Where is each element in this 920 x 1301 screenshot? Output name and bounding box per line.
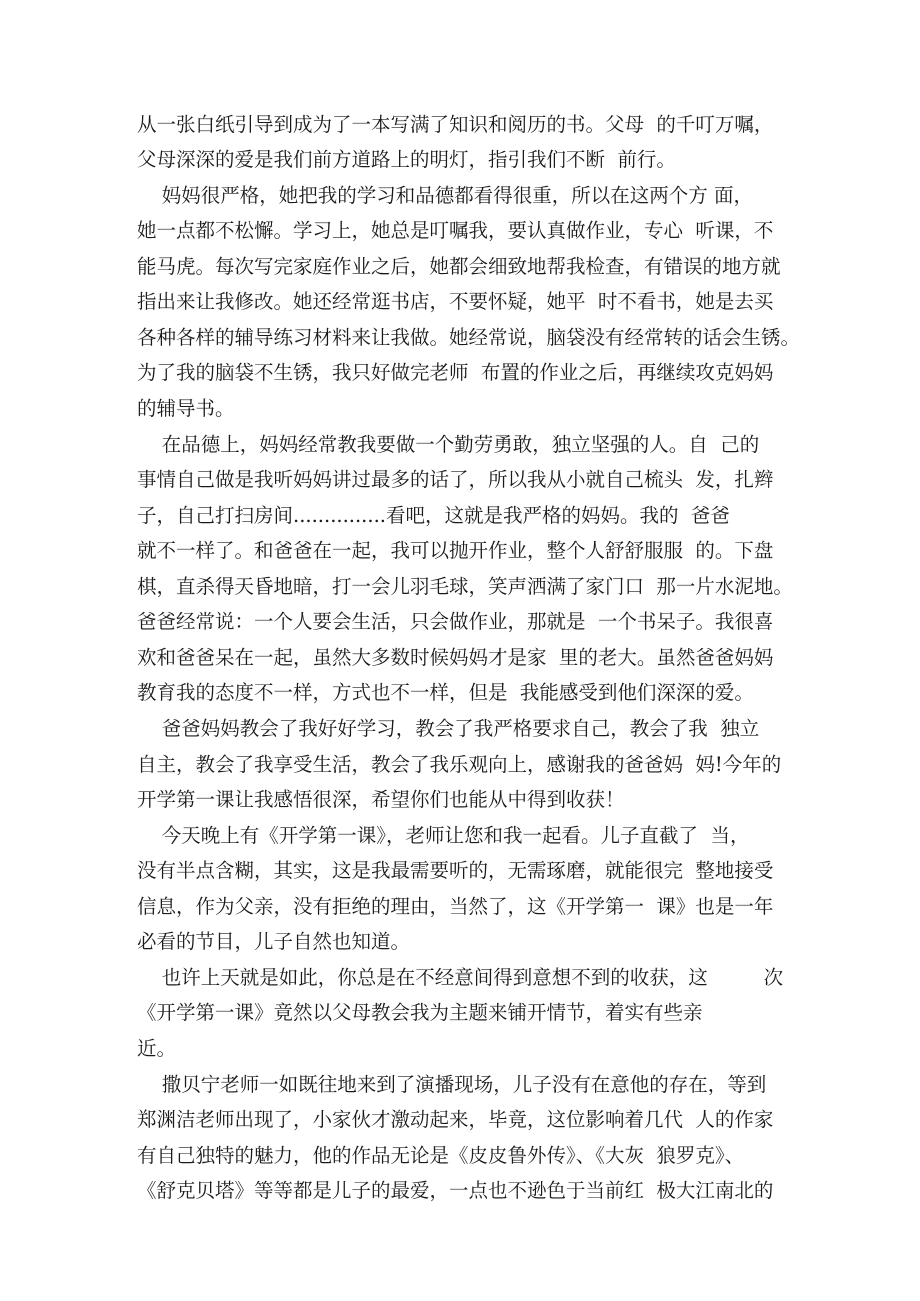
text-line: 自主，教会了我享受生活，教会了我乐观向上，感谢我的爸爸妈 妈!今年的 [137, 753, 782, 776]
text-line: 没有半点含糊，其实，这是我最需要听的，无需琢磨，就能很完 整地接受 [137, 859, 774, 882]
text-line: 近。 [137, 1037, 177, 1060]
text-line: 妈妈很严格，她把我的学习和品德都看得很重，所以在这两个方 面， [137, 184, 753, 207]
text-line: 从一张白纸引导到成为了一本写满了知识和阅历的书。父母 的千叮万嘱， [137, 113, 774, 136]
text-line: 在品德上，妈妈经常教我要做一个勤劳勇敢，独立坚强的人。自 己的 [137, 433, 760, 456]
text-line: 今天晚上有《开学第一课》，老师让您和我一起看。儿子直截了 当， [137, 824, 750, 847]
text-line: 能马虎。每次写完家庭作业之后，她都会细致地帮我检查，有错误的地方就 [137, 255, 781, 278]
text-line: 有自己独特的魅力，他的作品无论是《皮皮鲁外传》、《大灰 狼罗克》、 [137, 1144, 745, 1167]
text-line: 《开学第一课》竟然以父母教会我为主题来铺开情节，着实有些亲 [137, 1001, 703, 1024]
text-line: 的辅导书。 [137, 397, 235, 420]
text-line: 指出来让我修改。她还经常逛书店，不要怀疑，她平 时不看书，她是去买 [137, 290, 774, 313]
text-line: 撒贝宁老师一如既往地来到了演播现场，儿子没有在意他的存在，等到 [137, 1073, 767, 1096]
text-line: 教育我的态度不一样，方式也不一样，但是 我能感受到他们深深的爱。 [137, 681, 754, 704]
text-line: 开学第一课让我感悟很深，希望你们也能从中得到收获！ [137, 788, 625, 811]
text-line: 爸爸妈妈教会了我好好学习，教会了我严格要求自己，教会了我 独立 [137, 717, 760, 740]
text-line: 事情自己做是我听妈妈讲过最多的话了，所以我从小就自己梳头 发，扎辫 [137, 468, 774, 491]
text-line: 父母深深的爱是我们前方道路上的明灯，指引我们不断 前行。 [137, 148, 676, 171]
text-line: 她一点都不松懈。学习上，她总是叮嘱我，要认真做作业，专心 听课，不 [137, 219, 774, 242]
text-line: 棋，直杀得天昏地暗，打一会儿羽毛球，笑声洒满了家门口 那一片水泥地。 [137, 575, 793, 598]
text-line: 郑渊洁老师出现了，小家伙才激动起来，毕竟，这位影响着几代 人的作家 [137, 1108, 774, 1131]
text-line: 欢和爸爸呆在一起，虽然大多数时候妈妈才是家 里的老大。虽然爸爸妈妈 [137, 646, 774, 669]
text-line: 就不一样了。和爸爸在一起，我可以抛开作业，整个人舒舒服服 的。下盘 [137, 539, 774, 562]
text-line: 必看的节目，儿子自然也知道。 [137, 930, 411, 953]
text-line: 子，自己打扫房间...............看吧，这就是我严格的妈妈。我的 爸爸 [137, 504, 730, 527]
text-line: 爸爸经常说：一个人要会生活，只会做作业，那就是 一个书呆子。我很喜 [137, 610, 774, 633]
text-line: 各种各样的辅导练习材料来让我做。她经常说，脑袋没有经常转的话会生锈。 [137, 326, 801, 349]
text-line: 《舒克贝塔》等等都是儿子的最爱，一点也不逊色于当前红 极大江南北的 [137, 1179, 774, 1202]
text-line: 信息，作为父亲，没有拒绝的理由，当然了，这《开学第一 课》也是一年 [137, 895, 774, 918]
text-line: 为了我的脑袋不生锈，我只好做完老师 布置的作业之后，再继续攻克妈妈 [137, 361, 774, 384]
text-line: 也许上天就是如此，你总是在不经意间得到意想不到的收获，这 次 [137, 966, 784, 989]
